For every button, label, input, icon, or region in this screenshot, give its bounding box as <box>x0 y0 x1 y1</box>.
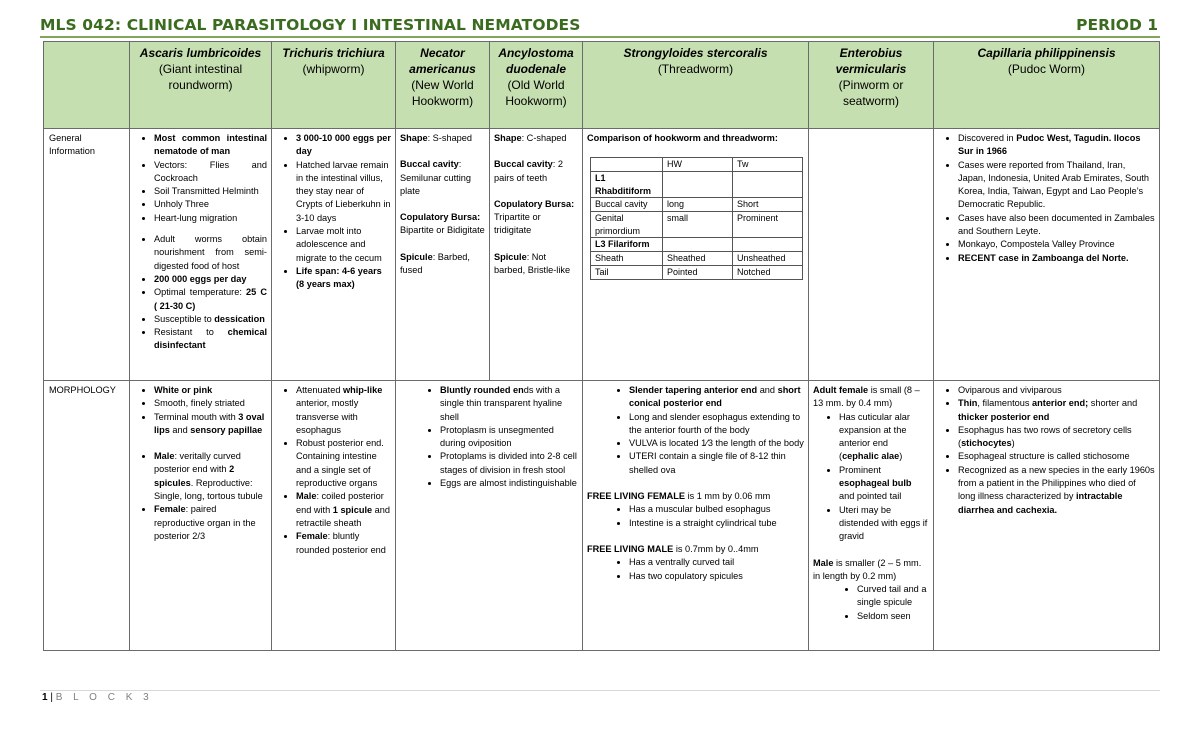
table-cell <box>591 158 663 172</box>
list-item <box>958 132 1155 159</box>
item-text: Terminal mouth with <box>154 411 239 422</box>
label: Buccal cavity <box>494 159 553 170</box>
common-name: (Old World Hookworm) <box>505 78 567 108</box>
table-cell <box>733 172 803 198</box>
shape-line <box>400 132 485 145</box>
course-title: MLS 042: CLINICAL PARASITOLOGY I INTESTINAL NEMATODES <box>40 16 581 34</box>
free-living-male-line <box>587 543 804 556</box>
sci-name: Trichuris trichiura <box>282 46 385 60</box>
list-item: • Larvae molt into adolescence and migrate to the cecum <box>296 225 391 265</box>
table-cell: Tail <box>591 266 663 280</box>
col-header-strongyloides <box>583 42 809 129</box>
item-text: Female <box>154 504 186 515</box>
item-text: anterior, mostly transverse with esophagus <box>296 398 359 435</box>
list-item: • VULVA is located 1⁄3 the length of the body <box>629 437 804 450</box>
cell-capillaria-morphology <box>934 381 1160 651</box>
list-item: • RECENT case in Zamboanga del Norte. <box>958 252 1155 265</box>
sci-name: Ancylostoma duodenale <box>498 46 574 76</box>
list-item: • Monkayo, Compostela Valley Province <box>958 238 1155 251</box>
general-info-row <box>44 129 1160 381</box>
table-cell: Sheathed <box>663 252 733 266</box>
page-number: 1 <box>42 692 48 703</box>
list-item: • Cases have also been documented in Zambales and Southern Leyte. <box>958 212 1155 239</box>
list-item: • Heart-lung migration <box>154 212 267 225</box>
label: Shape <box>494 133 522 143</box>
item-text: Recognized as a new species in the early 1960s from a patient in the Philippines who died of long illness characterized by <box>958 464 1155 502</box>
spicule-line <box>400 251 485 278</box>
list-item <box>154 313 267 326</box>
item-text: Discovered in <box>958 133 1017 143</box>
nematode-comparison-table <box>43 41 1160 651</box>
item-text: Optimal temperature: <box>154 287 246 298</box>
table-cell <box>663 238 733 252</box>
common-name: (Giant intestinal roundworm) <box>158 62 243 92</box>
list-item: • Long and slender esophagus extending to the anterior fourth of the body <box>629 411 804 438</box>
table-cell: L3 Filariform <box>591 238 663 252</box>
list-item <box>629 384 804 411</box>
list-item: • Cases were reported from Thailand, Iran, Japan, Indonesia, United Arab Emirates, South Korea, India, Taiwan, Egypt and Lao People’s Democratic Republic. <box>958 159 1155 212</box>
period-label: PERIOD 1 <box>1076 16 1158 34</box>
item-text: Male <box>154 451 175 462</box>
value: : S-shaped <box>427 133 473 143</box>
item-text: sensory papillae <box>190 424 263 435</box>
footer-separator: | <box>47 692 56 703</box>
item-text: Female <box>296 531 328 542</box>
item-text: : coiled posterior end with <box>296 491 384 515</box>
table-row <box>591 266 803 280</box>
common-name: (New World Hookworm) <box>411 78 474 108</box>
list-item: • Vectors: Flies and Cockroach <box>154 159 267 186</box>
table-cell <box>663 172 733 198</box>
item-text: intractable diarrhea and cachexia. <box>958 491 1123 515</box>
item-text: . Reproductive: Single, long, tortous tubule <box>154 477 263 502</box>
list-item <box>154 286 267 313</box>
item-text: 2 spicules <box>154 464 235 488</box>
list-item <box>296 384 391 437</box>
label: Buccal cavity <box>400 159 459 170</box>
cell-enterobius-morphology <box>809 381 934 651</box>
value: Tripartite or tridigitate <box>494 212 541 236</box>
col-header-necator <box>396 42 490 129</box>
item-text: : bluntly rounded posterior end <box>296 531 386 555</box>
comparison-heading: Comparison of hookworm and threadworm: <box>587 133 778 143</box>
col-header-enterobius <box>809 42 934 129</box>
list-item: • Unholy Three <box>154 198 267 211</box>
item-text: Pudoc West, Tagudin. Ilocos Sur in 1966 <box>958 133 1141 157</box>
list-item: • Protoplams is divided into 2-8 cell stages of division in fresh stool <box>440 450 578 477</box>
item-text: ds with a single thin transparent hyaline shell <box>440 385 563 422</box>
item-text: ) <box>899 451 903 462</box>
item-text: dessication <box>214 313 265 324</box>
adult-female-line <box>813 384 929 411</box>
common-name: (Pudoc Worm) <box>1007 62 1086 76</box>
label: Copulatory Bursa: <box>494 198 575 209</box>
cell-trichuris-general <box>272 129 396 381</box>
table-row <box>591 172 803 198</box>
list-item: • Smooth, finely striated <box>154 397 267 410</box>
value: is 1 mm by 0.06 mm <box>685 491 771 502</box>
item-text: esophageal bulb <box>839 478 912 489</box>
value: is smaller (2 – 5 mm. in length by 0.2 mm) <box>813 557 922 581</box>
cell-hookworm-morphology <box>396 381 583 651</box>
common-name: (Threadworm) <box>657 62 734 76</box>
list-item <box>958 397 1155 424</box>
item-text: Resistant to <box>154 327 228 338</box>
item-text: Attenuated <box>296 385 343 395</box>
list-item <box>440 384 578 424</box>
buccal-line <box>494 158 578 185</box>
morphology-row <box>44 381 1160 651</box>
table-row <box>591 252 803 266</box>
list-item <box>839 411 929 464</box>
header-divider <box>40 36 1160 38</box>
comparison-table <box>590 157 803 280</box>
bursa-line <box>494 198 578 238</box>
buccal-line <box>400 158 485 198</box>
list-item <box>154 450 267 503</box>
value: : Not barbed, Bristle-like <box>494 251 571 276</box>
item-text: 3 oval lips <box>154 411 265 435</box>
table-cell: Buccal cavity <box>591 198 663 212</box>
male-line <box>813 557 929 584</box>
table-cell: small <box>663 212 733 238</box>
item-text: Prominent <box>839 464 881 475</box>
spicule-line <box>494 251 578 278</box>
list-item: • White or pink <box>154 384 267 397</box>
table-cell: HW <box>663 158 733 172</box>
list-item: • 200 000 eggs per day <box>154 273 267 286</box>
block-label: B L O C K 3 <box>55 692 153 703</box>
item-text: and retractile sheath <box>296 504 390 528</box>
sci-name: Ascaris lumbricoides <box>139 46 262 60</box>
page-footer <box>42 692 153 703</box>
item-text: and <box>757 385 778 395</box>
list-item: • Most common intestinal nematode of man <box>154 132 267 159</box>
label: Adult female <box>813 385 869 395</box>
label: Spicule <box>400 251 433 262</box>
list-item <box>154 503 267 543</box>
list-item: • Life span: 4-6 years (8 years max) <box>296 265 391 292</box>
item-text: stichocytes <box>961 438 1012 449</box>
cell-capillaria-general <box>934 129 1160 381</box>
item-text: Thin <box>958 398 978 409</box>
table-cell: Notched <box>733 266 803 280</box>
header-row <box>44 42 1160 129</box>
label: Spicule <box>494 251 527 262</box>
label: FREE LIVING FEMALE <box>587 491 686 502</box>
label: FREE LIVING MALE <box>587 543 674 554</box>
value: : Barbed, fused <box>400 251 470 276</box>
item-text: Has cuticular alar expansion at the anterior end ( <box>839 411 910 462</box>
table-cell: Short <box>733 198 803 212</box>
list-item: • UTERI contain a single file of 8-12 thin shelled ova <box>629 450 804 477</box>
table-row <box>591 212 803 238</box>
value: : 2 pairs of teeth <box>494 159 563 183</box>
value: is 0.7mm by 0..4mm <box>673 543 759 554</box>
col-header-ancylostoma <box>490 42 583 129</box>
item-text: : paired reproductive organ in the posterior 2/3 <box>154 504 256 541</box>
value: Bipartite or Bidigitate <box>400 225 485 236</box>
table-cell: Prominent <box>733 212 803 238</box>
sci-name: Enterobius vermicularis <box>835 46 907 76</box>
list-item <box>958 464 1155 517</box>
cell-ascaris-general <box>130 129 272 381</box>
item-text: Bluntly rounded en <box>440 385 524 395</box>
item-text: whip-like <box>343 385 383 395</box>
value: is small (8 – 13 mm. by 0.4 mm) <box>813 385 920 409</box>
table-cell: Sheath <box>591 252 663 266</box>
col-header-ascaris <box>130 42 272 129</box>
item-text: Male <box>296 491 317 502</box>
item-text: chemical disinfectant <box>154 327 267 351</box>
list-item: • Intestine is a straight cylindrical tube <box>629 517 804 530</box>
list-item <box>154 326 267 353</box>
sci-name: Capillaria philippinensis <box>977 46 1116 60</box>
sci-name: Strongyloides stercoralis <box>623 46 768 60</box>
cell-enterobius-general <box>809 129 934 381</box>
corner-cell <box>44 42 130 129</box>
item-text: , filamentous <box>977 398 1033 409</box>
table-cell: Tw <box>733 158 803 172</box>
table-cell: L1 Rhabditiform <box>591 172 663 198</box>
list-item: • Robust posterior end. Containing intestine and a single set of reproductive organs <box>296 437 391 490</box>
list-item: • Has a ventrally curved tail <box>629 556 804 569</box>
free-living-female-line <box>587 490 804 503</box>
list-item: • Seldom seen <box>857 610 929 623</box>
list-item: • Hatched larvae remain in the intestinal villus, they stay near of Crypts of Lieberkuhn in 3-10 days <box>296 159 391 225</box>
item-text: ) <box>1011 438 1015 449</box>
list-item: • Adult worms obtain nourishment from semi-digested food of host <box>154 233 267 273</box>
page-header <box>40 14 1160 36</box>
table-cell: Genital primordium <box>591 212 663 238</box>
list-item <box>296 530 391 557</box>
table-row <box>591 238 803 252</box>
item-text: cephalic alae <box>842 451 900 462</box>
col-header-trichuris <box>272 42 396 129</box>
item-text: Susceptible to <box>154 313 215 324</box>
table-cell: long <box>663 198 733 212</box>
sci-name: Necator americanus <box>409 46 476 76</box>
item-text: 25 C ( 21-30 C) <box>154 287 267 311</box>
bursa-line <box>400 211 485 238</box>
label: Male <box>813 557 834 568</box>
list-item: • Uteri may be distended with eggs if gravid <box>839 504 929 544</box>
cell-necator-general <box>396 129 490 381</box>
cell-trichuris-morphology <box>272 381 396 651</box>
table-cell: Unsheathed <box>733 252 803 266</box>
item-text: Slender tapering anterior end <box>629 385 758 395</box>
item-text: short conical posterior end <box>629 385 801 409</box>
col-header-capillaria <box>934 42 1160 129</box>
value: : C-shaped <box>521 133 567 143</box>
cell-ancylostoma-general <box>490 129 583 381</box>
table-row <box>591 198 803 212</box>
list-item: • Protoplasm is unsegmented during oviposition <box>440 424 578 451</box>
list-item: • Has two copulatory spicules <box>629 570 804 583</box>
shape-line <box>494 132 578 145</box>
item-text: 1 spicule <box>332 504 373 515</box>
item-text: shorter and <box>1088 398 1138 409</box>
cell-ascaris-morphology <box>130 381 272 651</box>
value: : Semilunar cutting plate <box>400 159 471 196</box>
list-item: • 3 000-10 000 eggs per day <box>296 132 391 159</box>
cell-strongyloides-morphology <box>583 381 809 651</box>
list-item: • Soil Transmitted Helminth <box>154 185 267 198</box>
item-text: anterior end; <box>1032 398 1089 409</box>
row-label-morphology: MORPHOLOGY <box>44 381 130 651</box>
table-row <box>591 158 803 172</box>
label: Shape <box>400 133 428 143</box>
list-item: • Esophageal structure is called stichosome <box>958 450 1155 463</box>
item-text: thicker posterior end <box>958 411 1050 422</box>
item-text: and pointed tail <box>839 491 902 502</box>
item-text: : veritally curved posterior end with <box>154 451 241 475</box>
list-item <box>958 424 1155 451</box>
common-name: (Pinworm or seatworm) <box>838 78 904 108</box>
list-item: • Oviparous and viviparous <box>958 384 1155 397</box>
item-text: and <box>169 424 191 435</box>
footer-divider <box>40 690 1160 691</box>
item-text: Esophagus has two rows of secretory cells ( <box>958 424 1132 449</box>
list-item <box>296 490 391 530</box>
cell-strongyloides-general <box>583 129 809 381</box>
list-item: • Eggs are almost indistinguishable <box>440 477 578 490</box>
list-item <box>154 411 267 438</box>
common-name: (whipworm) <box>302 62 365 76</box>
list-item <box>839 464 929 504</box>
list-item: • Curved tail and a single spicule <box>857 583 929 610</box>
list-item: • Has a muscular bulbed esophagus <box>629 503 804 516</box>
table-cell: Pointed <box>663 266 733 280</box>
table-cell <box>733 238 803 252</box>
label: Copulatory Bursa: <box>400 212 481 223</box>
row-label-general: General Information <box>44 129 130 381</box>
